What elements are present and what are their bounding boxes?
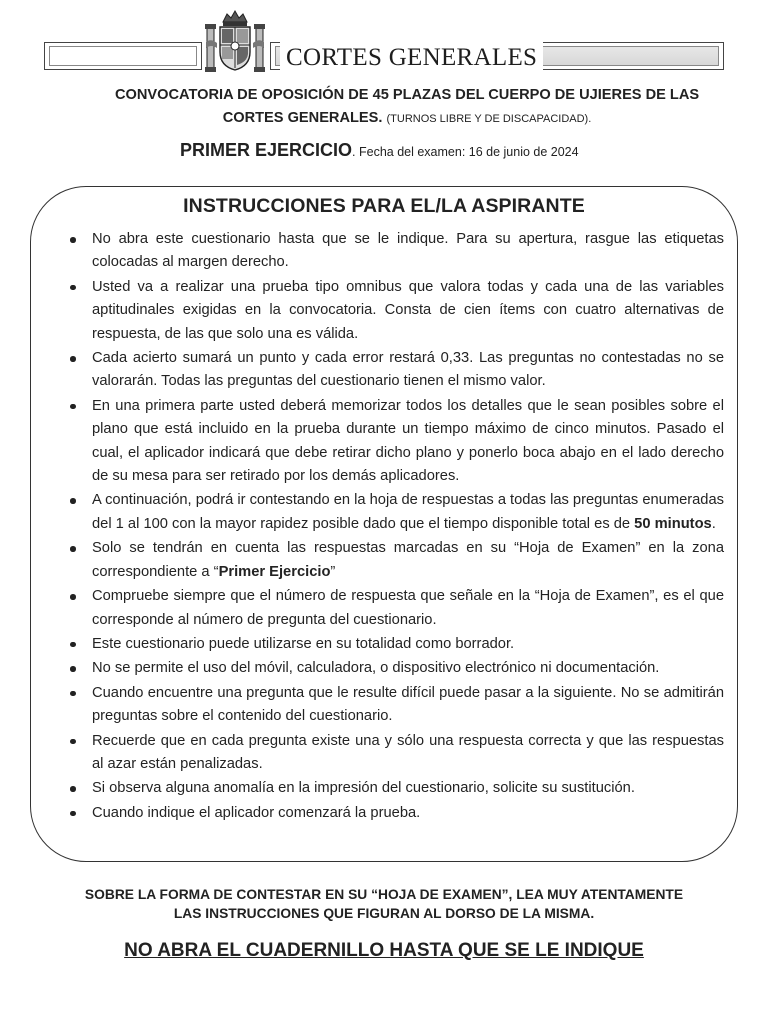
instruction-item bbox=[60, 276, 724, 346]
header-rule-left bbox=[44, 42, 202, 70]
instruction-item bbox=[60, 682, 724, 729]
instruction-text: Solo se tendrán en cuenta las respuestas marcadas en su “Hoja de Examen” en la zona correspondiente a “ bbox=[92, 540, 724, 580]
brand-title: CORTES GENERALES bbox=[280, 42, 543, 74]
answer-sheet-note bbox=[30, 886, 738, 923]
instruction-emphasis: Primer Ejercicio bbox=[218, 563, 331, 580]
instruction-text-end: . bbox=[711, 515, 716, 532]
note-line1: SOBRE LA FORMA DE CONTESTAR EN SU “HOJA DE EXAMEN”, LEA MUY ATENTAMENTE bbox=[84, 887, 684, 902]
instruction-item bbox=[60, 657, 724, 680]
instruction-item bbox=[60, 802, 724, 825]
instruction-item bbox=[60, 633, 724, 656]
instruction-item bbox=[60, 395, 724, 489]
instruction-item bbox=[60, 537, 724, 584]
exam-date: . Fecha del examen: 16 de junio de 2024 bbox=[352, 145, 579, 159]
document-header bbox=[0, 0, 768, 80]
convocatoria-turnos: (TURNOS LIBRE Y DE DISCAPACIDAD). bbox=[386, 113, 592, 125]
instruction-text: Este cuestionario puede utilizarse en su totalidad como borrador. bbox=[92, 635, 515, 652]
coat-of-arms-icon bbox=[203, 8, 267, 74]
instruction-text-end: ” bbox=[330, 563, 336, 580]
exercise-title: PRIMER EJERCICIO bbox=[180, 140, 353, 160]
instructions-list bbox=[60, 228, 724, 826]
instruction-item bbox=[60, 777, 724, 800]
exercise-heading bbox=[180, 140, 579, 161]
instruction-text: Si observa alguna anomalía en la impresión del cuestionario, solicite su sustitución. bbox=[92, 780, 635, 797]
instruction-text: Cuando encuentre una pregunta que le resulte difícil puede pasar a la siguiente. No se admitirán preguntas sobre el contenido del cuestionario. bbox=[92, 684, 724, 725]
note-line2: LAS INSTRUCCIONES QUE FIGURAN AL DORSO DE LA MISMA. bbox=[173, 905, 595, 921]
instruction-text: Cada acierto sumará un punto y cada error restará 0,33. Las preguntas no contestadas no se valorarán. Todas las preguntas del cuestionario tienen el mismo valor. bbox=[92, 350, 724, 390]
instruction-text: A continuación, podrá ir contestando en la hoja de respuestas a todas las preguntas enumeradas del 1 al 100 con la mayor rapidez posible dado que el tiempo disponible total es de bbox=[92, 492, 724, 532]
instruction-item bbox=[60, 585, 724, 632]
do-not-open-warning: NO ABRA EL CUADERNILLO HASTA QUE SE LE INDIQUE bbox=[124, 940, 644, 961]
instruction-text: No se permite el uso del móvil, calculadora, o dispositivo electrónico ni documentación. bbox=[92, 660, 660, 677]
convocatoria-heading bbox=[115, 84, 715, 131]
instruction-text: Compruebe siempre que el número de respuesta que señale en la “Hoja de Examen”, es el que corresponde al número de pregunta del cuestionario. bbox=[92, 588, 724, 628]
instruction-item bbox=[60, 228, 724, 275]
instruction-item bbox=[60, 347, 724, 394]
instruction-text: En una primera parte usted deberá memorizar todos los detalles que le sean posibles sobre el plano que está incluido en la prueba durante un tiempo máximo de cinco minutos. Pasado el cual, el aplicador indicará que debe retirar dicho plano y ponerlo boca abajo en el lado derecho de su mesa para ser retirado por los demás aplicadores. bbox=[92, 397, 724, 485]
instruction-text: Usted va a realizar una prueba tipo omnibus que valora todas y cada una de las variables aptitudinales exigidas en la convocatoria. Consta de cien ítems con cuatro alternativas de respuesta, de las que solo una es válida. bbox=[92, 278, 724, 342]
convocatoria-line2-wrap bbox=[115, 107, 715, 131]
convocatoria-line2: CORTES GENERALES. bbox=[222, 110, 383, 126]
instructions-title: INSTRUCCIONES PARA EL/LA ASPIRANTE bbox=[183, 195, 585, 217]
instruction-item bbox=[60, 730, 724, 777]
instruction-text: Cuando indique el aplicador comenzará la prueba. bbox=[92, 804, 421, 821]
instruction-text: Recuerde que en cada pregunta existe una y sólo una respuesta correcta y que las respuestas al azar están penalizadas. bbox=[92, 732, 724, 772]
instruction-item bbox=[60, 489, 724, 536]
instruction-emphasis: 50 minutos bbox=[634, 515, 712, 532]
convocatoria-line1: CONVOCATORIA DE OPOSICIÓN DE 45 PLAZAS DEL CUERPO DE UJIERES DE LAS bbox=[115, 87, 700, 103]
instruction-text: No abra este cuestionario hasta que se le indique. Para su apertura, rasgue las etiquetas colocadas al margen derecho. bbox=[92, 231, 724, 271]
